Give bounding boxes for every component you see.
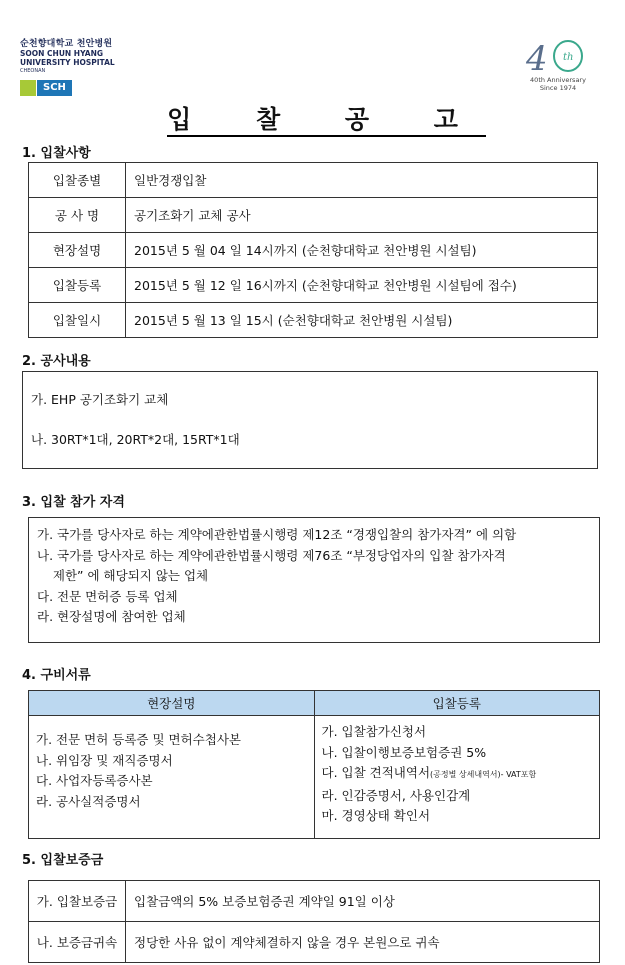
sch-logo xyxy=(20,80,115,96)
anniversary-since: Since 1974 xyxy=(539,84,577,92)
list-item: 가. 입찰참가신청서 xyxy=(321,724,427,739)
work-content-box xyxy=(22,371,598,469)
title-text: 입 찰 공 고 xyxy=(167,105,486,137)
list-item: 가. 국가를 당사자로 하는 계약에관한법률시행령 제12조 “경쟁입찰의 참가자격” 에 의함 xyxy=(37,527,517,542)
list-item: 라. 공사실적증명서 xyxy=(36,793,141,809)
row-value: 공기조화기 교체 공사 xyxy=(126,198,598,233)
section5-heading: 5. 입찰보증금 xyxy=(22,853,104,868)
row-value: 2015년 5 월 04 일 14시까지 (순천향대학교 천안병원 시설팀) xyxy=(126,233,598,268)
section1-heading: 1. 입찰사항 xyxy=(22,146,91,161)
row-label: 나. 보증금귀속 xyxy=(29,922,126,963)
table-row xyxy=(29,198,598,233)
section2-heading: 2. 공사내용 xyxy=(22,354,91,369)
list-item: 라. 인감증명서, 사용인감계 xyxy=(321,787,471,803)
anniversary-40-icon xyxy=(518,38,598,74)
row-value: 2015년 5 월 13 일 15시 (순천향대학교 천안병원 시설팀) xyxy=(126,303,598,338)
list-item: 가. EHP 공기조화기 교체 xyxy=(31,392,169,407)
sch-logo-text: SCH xyxy=(37,80,72,96)
qualification-box xyxy=(28,517,600,643)
table-row xyxy=(29,881,600,922)
list-item: 나. 입찰이행보증보험증권 5% xyxy=(321,744,487,760)
table-row xyxy=(29,268,598,303)
row-label: 입찰종별 xyxy=(29,163,126,198)
table-row xyxy=(29,716,600,839)
list-item xyxy=(322,763,600,786)
row-label: 가. 입찰보증금 xyxy=(29,881,126,922)
anniversary-label: 40th Anniversary xyxy=(530,76,586,84)
list-item: 나. 국가를 당사자로 하는 계약에관한법률시행령 제76조 “부정당업자의 입찰 참가자격 xyxy=(37,547,506,563)
bid-registration-docs xyxy=(314,716,600,839)
list-item: 나. 위임장 및 재직증명서 xyxy=(36,752,173,768)
table-row xyxy=(29,922,600,963)
list-item: 마. 경영상태 확인서 xyxy=(321,808,431,823)
svg-text:th: th xyxy=(563,52,574,63)
bid-info-table xyxy=(28,162,598,338)
list-item: 가. 전문 면허 등록증 및 면허수첩사본 xyxy=(36,732,241,747)
site-briefing-docs xyxy=(29,716,315,839)
list-item-note: (공정별 상세내역서)- VAT포함 xyxy=(430,770,537,779)
list-item: 다. 전문 면허증 등록 업체 xyxy=(37,588,178,604)
section3-heading: 3. 입찰 참가 자격 xyxy=(22,495,125,510)
list-item: 라. 현장설명에 참여한 업체 xyxy=(37,609,186,624)
row-label: 공 사 명 xyxy=(29,198,126,233)
logo-korean-name: 순천향대학교 천안병원 xyxy=(20,39,113,49)
row-label: 입찰등록 xyxy=(29,268,126,303)
table-header-row xyxy=(29,691,600,716)
table-row xyxy=(29,303,598,338)
hospital-logo xyxy=(20,36,115,96)
anniversary-logo xyxy=(518,38,598,92)
row-label: 현장설명 xyxy=(29,233,126,268)
sch-logo-square xyxy=(20,80,36,96)
required-documents-table xyxy=(28,690,600,839)
svg-text:4: 4 xyxy=(526,39,548,74)
bid-deposit-table xyxy=(28,880,600,963)
logo-english-line3: CHEONAN xyxy=(20,68,46,74)
list-item: 제한” 에 해당되지 않는 업체 xyxy=(37,568,209,583)
row-label: 입찰일시 xyxy=(29,303,126,338)
list-item: 다. 사업자등록증사본 xyxy=(36,773,153,788)
page-title xyxy=(0,100,625,136)
row-value: 입찰금액의 5% 보증보험증권 계약일 91일 이상 xyxy=(126,881,600,922)
section4-heading: 4. 구비서류 xyxy=(22,668,91,683)
table-row xyxy=(29,163,598,198)
logo-english-line2: UNIVERSITY HOSPITAL xyxy=(20,58,115,67)
table-row xyxy=(29,233,598,268)
row-value: 정당한 사유 없이 계약체결하지 않을 경우 본원으로 귀속 xyxy=(126,922,600,963)
logo-english-line1: SOON CHUN HYANG xyxy=(20,49,104,58)
column-header: 현장설명 xyxy=(29,691,315,716)
row-value: 2015년 5 월 12 일 16시까지 (순천향대학교 천안병원 시설팀에 접수) xyxy=(126,268,598,303)
list-item-text: 다. 입찰 견적내역서 xyxy=(321,765,431,780)
list-item: 나. 30RT*1대, 20RT*2대, 15RT*1대 xyxy=(31,432,240,447)
column-header: 입찰등록 xyxy=(314,691,600,716)
row-value: 일반경쟁입찰 xyxy=(126,163,598,198)
